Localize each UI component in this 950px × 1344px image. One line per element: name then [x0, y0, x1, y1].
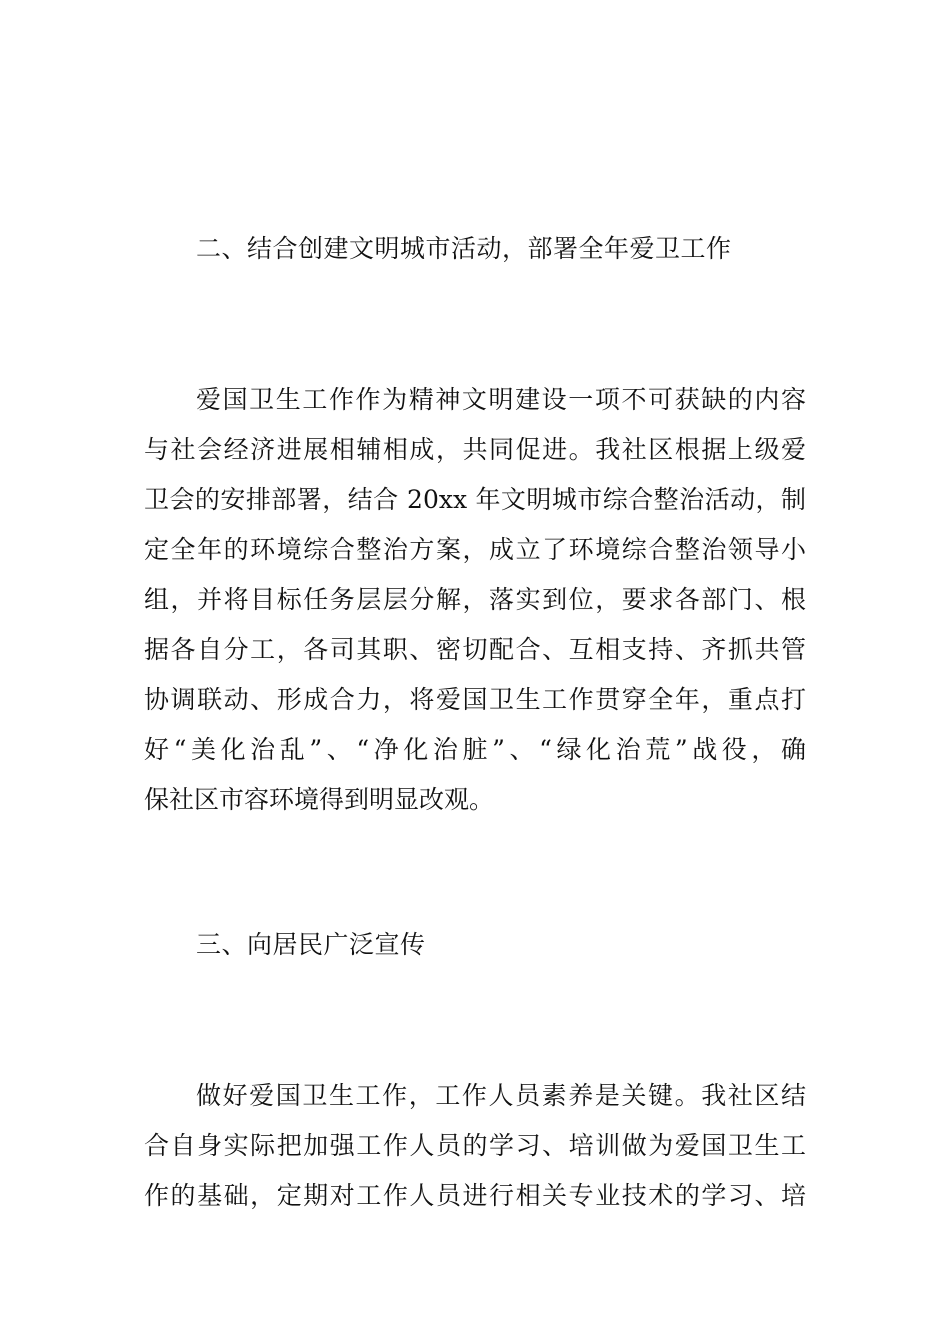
paragraph-line: 作的基础，定期对工作人员进行相关专业技术的学习、培 — [144, 1181, 806, 1210]
paragraph-section2 — [144, 375, 806, 825]
paragraph-line: 组，并将目标任务层层分解，落实到位，要求各部门、根 — [144, 585, 806, 614]
paragraph-line: 与社会经济进展相辅相成，共同促进。我社区根据上级爱 — [144, 435, 806, 464]
paragraph-line: 卫会的安排部署，结合 20xx 年文明城市综合整治活动，制 — [144, 485, 806, 514]
paragraph-line: 好“美化治乱”、“净化治脏”、“绿化治荒”战役，确 — [144, 735, 806, 764]
section-heading: 二、结合创建文明城市活动，部署全年爱卫工作 — [196, 234, 732, 263]
paragraph-line: 合自身实际把加强工作人员的学习、培训做为爱国卫生工 — [144, 1131, 806, 1160]
paragraph-line: 定全年的环境综合整治方案，成立了环境综合整治领导小 — [144, 535, 806, 564]
paragraph-line: 保社区市容环境得到明显改观。 — [144, 785, 495, 814]
paragraph-line: 做好爱国卫生工作，工作人员素养是关键。我社区结 — [196, 1081, 806, 1110]
paragraph-line: 据各自分工，各司其职、密切配合、互相支持、齐抓共管 — [144, 635, 806, 664]
paragraph-section3 — [144, 1071, 806, 1221]
paragraph-line: 协调联动、形成合力，将爱国卫生工作贯穿全年，重点打 — [144, 685, 806, 714]
section-heading: 三、向居民广泛宣传 — [196, 930, 426, 959]
paragraph-line: 爱国卫生工作作为精神文明建设一项不可获缺的内容 — [196, 385, 806, 414]
